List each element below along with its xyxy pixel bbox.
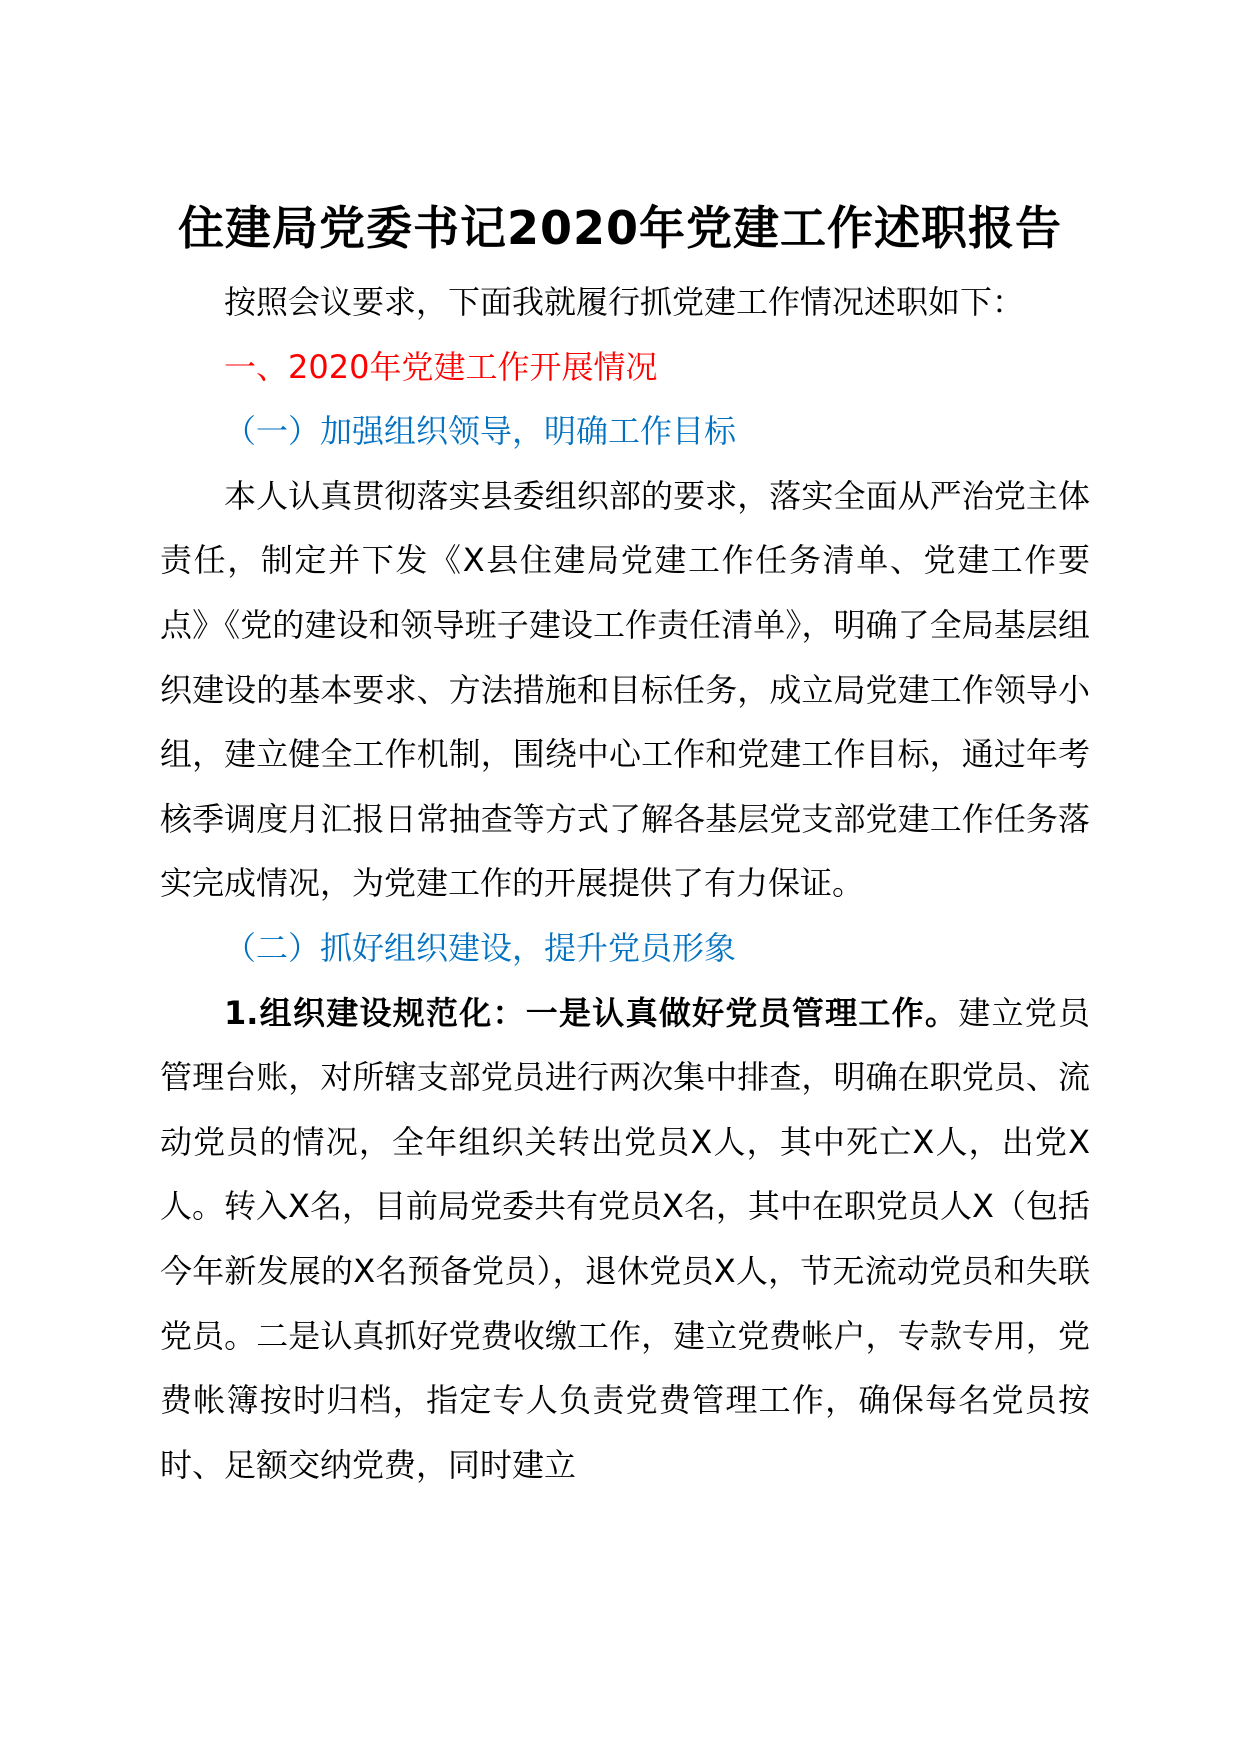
section-heading: 一、2020年党建工作开展情况 bbox=[224, 347, 658, 386]
body-paragraph bbox=[160, 981, 1090, 1498]
item-lead-bold: 1.组织建设规范化：一是认真做好党员管理工作。 bbox=[224, 993, 959, 1032]
document-body bbox=[160, 270, 1090, 1497]
subsection-heading: （二）抓好组织建设，提升党员形象 bbox=[224, 928, 737, 967]
subsection-heading: （一）加强组织领导，明确工作目标 bbox=[224, 412, 737, 451]
item-text: 建立党员管理台账，对所辖支部党员进行两次集中排查，明确在职党员、流动党员的情况，全年组织关转出党员X人，其中死亡X人，出党X人。转入X名，目前局党委共有党员X名，其中在职党员人X（包括今年新发展的X名预备党员），退休党员X人，节无流动党员和失联党员。二是认真抓好党费收缴工作，建立党费帐户，专款专用，党费帐簿按时归档，指定专人负责党费管理工作，确保每名党员按时、足额交纳党费，同时建立 bbox=[160, 993, 1090, 1484]
body-paragraph: 本人认真贯彻落实县委组织部的要求，落实全面从严治党主体责任，制定并下发《X县住建局党建工作任务清单、党建工作要点》《党的建设和领导班子建设工作责任清单》，明确了全局基层组织建设的基本要求、方法措施和目标任务，成立局党建工作领导小组，建立健全工作机制，围绕中心工作和党建工作目标，通过年考核季调度月汇报日常抽查等方式了解各基层党支部党建工作任务落实完成情况，为党建工作的开展提供了有力保证。 bbox=[160, 476, 1090, 903]
intro-paragraph: 按照会议要求，下面我就履行抓党建工作情况述职如下： bbox=[224, 283, 1025, 321]
document-title: 住建局党委书记2020年党建工作述职报告 bbox=[177, 201, 1063, 255]
